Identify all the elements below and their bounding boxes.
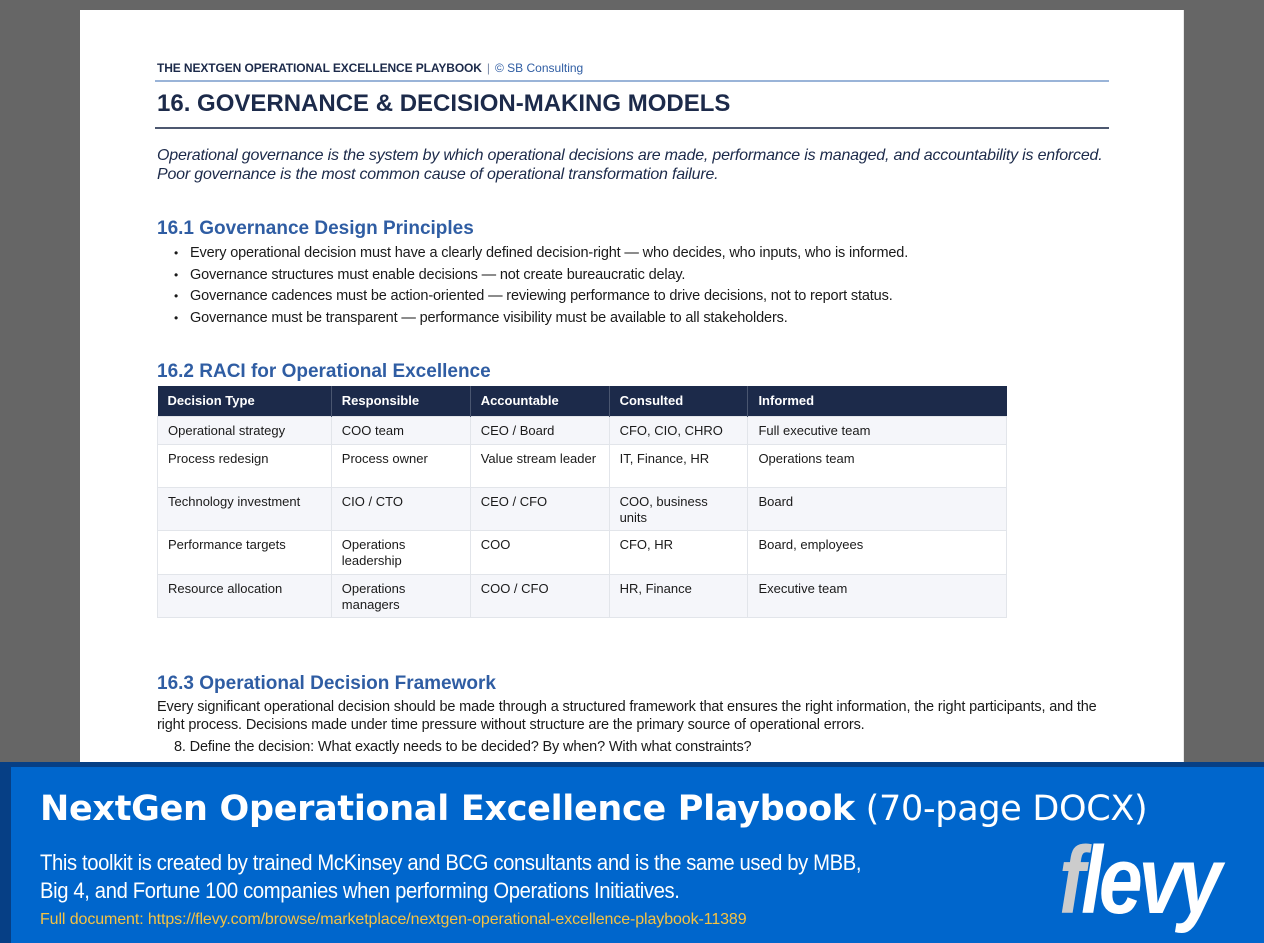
banner-description-line: This toolkit is created by trained McKinsey and BCG consultants and is the same used by MBB, [40, 850, 862, 875]
table-cell: HR, Finance [609, 574, 748, 617]
table-cell: CEO / Board [470, 416, 609, 444]
table-cell: Operational strategy [158, 416, 332, 444]
column-header: Consulted [609, 386, 748, 416]
numbered-step: 8. Define the decision: What exactly needs to be decided? By when? With what constraints? [174, 739, 752, 755]
intro-paragraph: Operational governance is the system by which operational decisions are made, performance is managed, and accountability is enforced. Poor governance is the most common cause of operational transformation failure. [157, 147, 1103, 183]
table-cell: Operations team [748, 444, 1007, 487]
section-heading-16-2: 16.2 RACI for Operational Excellence [157, 361, 491, 382]
table-cell: Resource allocation [158, 574, 332, 617]
table-row [158, 487, 1007, 530]
table-cell: COO team [331, 416, 470, 444]
table-cell: CEO / CFO [470, 487, 609, 530]
list-item: • Governance must be transparent — performance visibility must be available to all stakeholders. [174, 308, 908, 330]
table-cell: Board, employees [748, 530, 1007, 574]
column-header: Accountable [470, 386, 609, 416]
table-cell: Operations managers [331, 574, 470, 617]
promo-banner-inner [11, 767, 1264, 943]
flevy-logo: flevy [1059, 827, 1218, 934]
bullet-icon: • [174, 267, 179, 282]
table-cell: Value stream leader [470, 444, 609, 487]
table-cell: CFO, CIO, CHRO [609, 416, 748, 444]
bullet-icon: • [174, 289, 179, 304]
table-row [158, 574, 1007, 617]
table-row [158, 416, 1007, 444]
table-cell: Performance targets [158, 530, 332, 574]
section-heading-16-3: 16.3 Operational Decision Framework [157, 673, 496, 694]
list-item: • Governance cadences must be action-oriented — reviewing performance to drive decisions, not to report status. [174, 286, 908, 308]
table-cell: CFO, HR [609, 530, 748, 574]
promo-banner [0, 762, 1264, 943]
table-cell: IT, Finance, HR [609, 444, 748, 487]
principles-list [174, 243, 908, 330]
header-divider [155, 80, 1109, 82]
table-header-row [158, 386, 1007, 416]
running-header-title: THE NEXTGEN OPERATIONAL EXCELLENCE PLAYBOOK [157, 61, 482, 75]
bullet-icon: • [174, 311, 179, 326]
list-item: • Governance structures must enable decisions — not create bureaucratic delay. [174, 265, 908, 287]
running-header [157, 61, 583, 75]
table-cell: Full executive team [748, 416, 1007, 444]
table-cell: Board [748, 487, 1007, 530]
chapter-title: 16. GOVERNANCE & DECISION-MAKING MODELS [157, 90, 731, 117]
column-header: Responsible [331, 386, 470, 416]
table-cell: COO [470, 530, 609, 574]
title-divider [155, 127, 1109, 129]
banner-title [40, 789, 1147, 829]
running-header-separator: | [486, 61, 490, 75]
table-cell: Executive team [748, 574, 1007, 617]
section-heading-16-1: 16.1 Governance Design Principles [157, 218, 474, 239]
banner-description-line: Big 4, and Fortune 100 companies when performing Operations Initiatives. [40, 878, 680, 903]
table-cell: Technology investment [158, 487, 332, 530]
table-cell: Process redesign [158, 444, 332, 487]
banner-description [40, 849, 861, 905]
column-header: Informed [748, 386, 1007, 416]
raci-table [157, 386, 1007, 618]
table-cell: COO, business units [609, 487, 748, 530]
column-header: Decision Type [158, 386, 332, 416]
running-header-copyright: © SB Consulting [494, 61, 584, 75]
table-cell: COO / CFO [470, 574, 609, 617]
list-item: • Every operational decision must have a clearly defined decision-right — who decides, who inputs, who is informed. [174, 243, 908, 265]
framework-paragraph: Every significant operational decision should be made through a structured framework that ensures the right information, the right participants, and the right process. Decisions made under time pressure without structure are the primary source of operational errors. [157, 699, 1097, 733]
bullet-icon: • [174, 246, 179, 260]
banner-title-main: NextGen Operational Excellence Playbook [40, 789, 855, 829]
full-document-link[interactable]: Full document: https://flevy.com/browse/marketplace/nextgen-operational-excellence-playbook-11389 [40, 911, 747, 928]
table-row [158, 444, 1007, 487]
table-row [158, 530, 1007, 574]
table-cell: Process owner [331, 444, 470, 487]
table-cell: CIO / CTO [331, 487, 470, 530]
document-page [80, 10, 1184, 770]
table-cell: Operations leadership [331, 530, 470, 574]
banner-title-format: (70-page DOCX) [865, 789, 1148, 829]
